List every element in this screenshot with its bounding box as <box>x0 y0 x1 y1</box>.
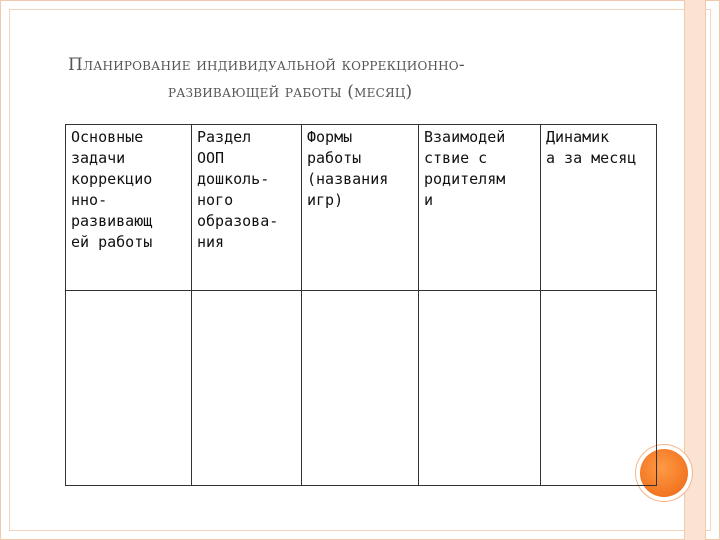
slide-title-line-1: Планирование индивидуальной коррекционно- <box>68 55 465 75</box>
table-cell[interactable] <box>541 291 657 486</box>
header-cell-dynamics <box>541 125 657 291</box>
header-cell-parents <box>419 125 541 291</box>
table-header-row <box>66 125 657 291</box>
table-cell[interactable] <box>66 291 192 486</box>
header-forms-label: Формы работы (названия игр) <box>307 128 389 209</box>
planning-table <box>65 124 657 486</box>
header-cell-tasks <box>66 125 192 291</box>
header-section-label: Раздел ООП дошколь- ного образова- ния <box>197 128 279 251</box>
slide-title <box>68 52 628 106</box>
table-cell[interactable] <box>302 291 419 486</box>
header-parents-label: Взаимодей ствие с родителям и <box>424 128 506 209</box>
slide-title-line-2: развивающей работы (месяц) <box>168 82 413 102</box>
table-row <box>66 291 657 486</box>
header-dynamics-label: Динамик а за месяц <box>546 128 637 167</box>
table-cell[interactable] <box>419 291 541 486</box>
table-cell[interactable] <box>192 291 302 486</box>
header-cell-section <box>192 125 302 291</box>
header-cell-forms <box>302 125 419 291</box>
decorative-stripe <box>684 0 706 540</box>
header-tasks-label: Основные задачи коррекцио нно- развивающ ей работы <box>71 128 153 251</box>
